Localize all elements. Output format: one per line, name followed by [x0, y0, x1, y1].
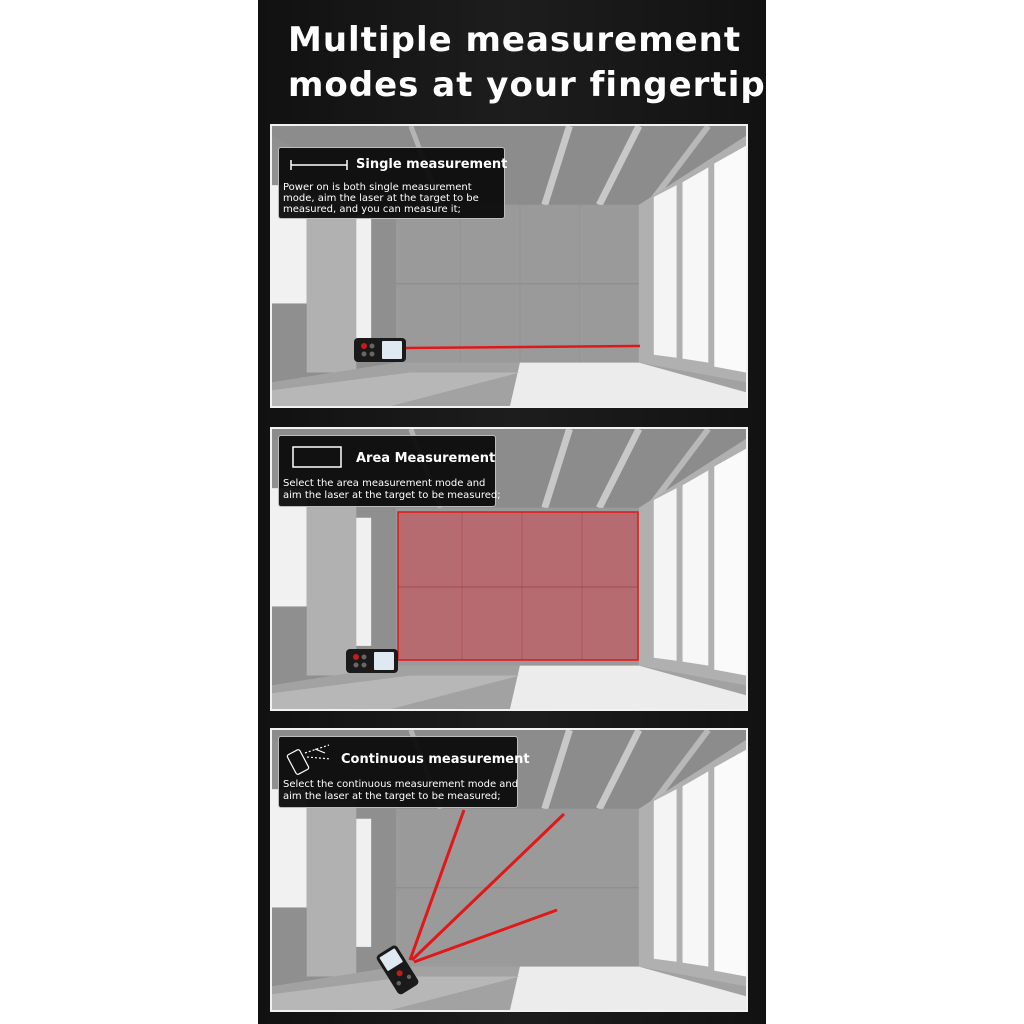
- mode-card-area: [278, 435, 501, 507]
- mode-card-continuous: [278, 736, 530, 808]
- panel-single-measurement: [270, 124, 748, 408]
- mode-description-continuous-line-2: aim the laser at the target to be measured;: [283, 791, 501, 802]
- mode-description-single-line-1: Power on is both single measurement: [283, 182, 472, 193]
- mode-card-single: [278, 147, 508, 219]
- continuous-device-icon: [285, 741, 335, 777]
- headline: [288, 18, 787, 108]
- laser-meter-device: [372, 942, 422, 997]
- mode-description-single-line-3: measured, and you can measure it;: [283, 204, 461, 215]
- rectangle-area-icon: [292, 446, 344, 470]
- mode-description-area-line-2: aim the laser at the target to be measured;: [283, 490, 501, 501]
- mode-title-area: Area Measurement: [356, 451, 496, 466]
- laser-meter-device: [354, 338, 406, 362]
- headline-line-2: modes at your fingertips: [288, 65, 787, 105]
- mode-title-continuous: Continuous measurement: [341, 752, 530, 767]
- panel-area-measurement: [270, 427, 748, 711]
- laser-meter-device: [346, 649, 398, 673]
- headline-line-1: Multiple measurement: [288, 20, 742, 60]
- mode-description-single-line-2: mode, aim the laser at the target to be: [283, 193, 479, 204]
- panel-continuous-measurement: [270, 728, 748, 1012]
- mode-title-single: Single measurement: [356, 157, 508, 172]
- mode-description-area-line-1: Select the area measurement mode and: [283, 478, 486, 489]
- single-line-icon: [289, 158, 349, 172]
- mode-description-continuous-line-1: Select the continuous measurement mode and: [283, 779, 519, 790]
